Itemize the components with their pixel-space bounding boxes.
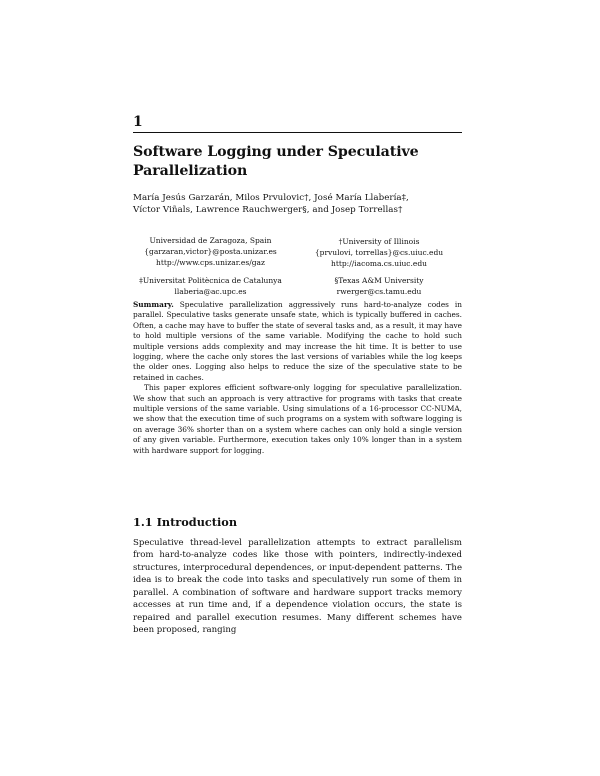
intro-paragraph-1: Speculative thread-level parallelization attempts to extract parallelism from hard-to-analyze codes like those with pointers, indirectly-indexed structures, interprocedural dependences, or input-dependent patterns. The idea is to break the code into tasks and speculatively run some of them in parallel. A combination of software and hardware support tracks memory accesses at run time and, if a dependence violation occurs, the state is repaired and parallel execution resumes. Many different schemes have been proposed, ranging <box>133 538 462 636</box>
summary-lead: Summary. <box>133 300 174 309</box>
affiliation-name: Universidad de Zaragoza, Spain <box>149 236 272 245</box>
summary-paragraph-2: This paper explores efficient software-only logging for speculative parallelization. We show that such an approach is very attractive for programs with tasks that create multiple versions of the same variable. Using simulations of a 16-processor CC-NUMA, we show that the execution time of such programs on a system with software logging is on average 36% shorter than on a system where caches can only hold a single version of any given variable. Furthermore, execution takes only 10% longer than in a system with hardware support for logging. <box>133 383 462 455</box>
affiliation-illinois <box>296 237 462 269</box>
affiliation-url: http://iacoma.cs.uiuc.edu <box>331 258 427 268</box>
summary-paragraph-1 <box>133 300 462 383</box>
affiliation-email: rwerger@cs.tamu.edu <box>336 286 422 296</box>
affiliation-email: llaberia@ac.upc.es <box>174 286 247 296</box>
section-heading <box>133 515 237 529</box>
affiliation-tamu <box>296 276 462 298</box>
paper-title: Software Logging under Speculative Parallelization <box>133 144 419 179</box>
affiliation-name: †University of Illinois <box>338 237 420 246</box>
introduction-body <box>133 537 462 637</box>
affiliation-name: §Texas A&M University <box>334 276 424 285</box>
section-number: 1.1 <box>133 515 153 529</box>
affiliation-name: ‡Universitat Politècnica de Catalunya <box>139 276 282 285</box>
section-title: Introduction <box>156 515 238 529</box>
affiliation-email: {garzaran,victor}@posta.unizar.es <box>144 246 277 256</box>
affiliation-url: http://www.cps.unizar.es/gaz <box>156 257 265 267</box>
chapter-number: 1 <box>133 114 143 130</box>
affiliation-email: {prvulovi, torrellas}@cs.uiuc.edu <box>314 247 444 257</box>
chapter-rule <box>133 132 462 133</box>
affiliation-zaragoza <box>128 236 293 268</box>
author-line-1: María Jesús Garzarán, Milos Prvulovic†, José María Llabería‡, <box>133 193 409 203</box>
summary-abstract <box>133 300 462 456</box>
affiliation-upc <box>128 276 293 298</box>
summary-text-1: Speculative parallelization aggressively runs hard-to-analyze codes in parallel. Speculative tasks generate unsafe state, which is typically buffered in caches. Often, a cache may have to buffer the state of several tasks and, as a result, it may have to hold multiple versions of the same variable. Modifying the cache to hold such multiple versions adds complexity and may increase the hit time. It is better to use logging, where the cache only stores the last versions of variables while the log keeps the older ones. Logging also helps to reduce the size of the speculative state to be retained in caches. <box>133 300 462 382</box>
author-list <box>133 192 468 217</box>
author-line-2: Víctor Viñals, Lawrence Rauchwerger§, and Josep Torrellas† <box>133 205 403 216</box>
